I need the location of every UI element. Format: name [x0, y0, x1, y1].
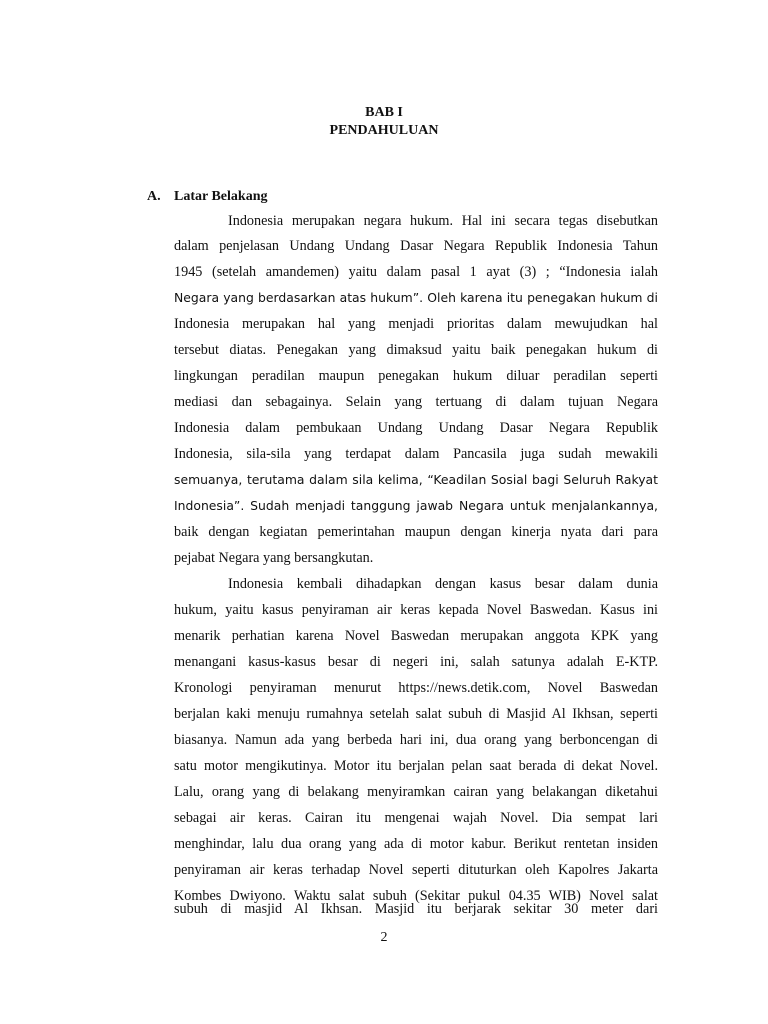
body-line: Indonesia, sila-sila yang terdapat dalam Pancasila juga sudah mewakili — [174, 446, 658, 462]
body-line: tersebut diatas. Penegakan yang dimaksud yaitu baik penegakan hukum di — [174, 342, 658, 358]
body-line: biasanya. Namun ada yang berbeda hari ini, dua orang yang berboncengan di — [174, 732, 658, 748]
body-line: subuh di masjid Al Ikhsan. Masjid itu berjarak sekitar 30 meter dari — [174, 901, 658, 917]
body-line: menarik perhatian karena Novel Baswedan merupakan anggota KPK yang — [174, 628, 658, 644]
body-line: pejabat Negara yang bersangkutan. — [174, 550, 374, 566]
body-line: mediasi dan sebagainya. Selain yang tertuang di dalam tujuan Negara — [174, 394, 658, 410]
body-line: Kronologi penyiraman menurut https://news.detik.com, Novel Baswedan — [174, 680, 658, 696]
body-line: Indonesia”. Sudah menjadi tanggung jawab Negara untuk menjalankannya, — [174, 498, 658, 513]
chapter-title: PENDAHULUAN — [329, 123, 439, 138]
body-line: Indonesia dalam pembukaan Undang Undang Dasar Negara Republik — [174, 420, 658, 436]
body-line: satu motor mengikutinya. Motor itu berjalan pelan saat berada di dekat Novel. — [174, 758, 658, 774]
body-line: Kombes Dwiyono. Waktu salat subuh (Sekitar pukul 04.35 WIB) Novel salat — [174, 888, 658, 904]
body-line: lingkungan peradilan maupun penegakan hukum diluar peradilan seperti — [174, 368, 658, 384]
body-line: menghindar, lalu dua orang yang ada di motor kabur. Berikut rentetan insiden — [174, 836, 658, 852]
chapter-heading: BAB I — [365, 105, 403, 120]
body-line: baik dengan kegiatan pemerintahan maupun dengan kinerja nyata dari para — [174, 524, 658, 540]
body-line: dalam penjelasan Undang Undang Dasar Negara Republik Indonesia Tahun — [174, 238, 658, 254]
section-heading — [147, 187, 267, 207]
body-line: hukum, yaitu kasus penyiraman air keras kepada Novel Baswedan. Kasus ini — [174, 602, 658, 618]
body-line: Indonesia merupakan negara hukum. Hal ini secara tegas disebutkan — [228, 213, 658, 229]
body-line: sebagai air keras. Cairan itu mengenai wajah Novel. Dia sempat lari — [174, 810, 658, 826]
body-line: berjalan kaki menuju rumahnya setelah salat subuh di Masjid Al Ikhsan, seperti — [174, 706, 658, 722]
body-line: Negara yang berdasarkan atas hukum”. Oleh karena itu penegakan hukum di — [174, 290, 658, 305]
section-letter: A. — [147, 189, 161, 204]
body-line: semuanya, terutama dalam sila kelima, “Keadilan Sosial bagi Seluruh Rakyat — [174, 472, 658, 487]
body-line: menangani kasus-kasus besar di negeri ini, salah satunya adalah E-KTP. — [174, 654, 658, 670]
body-line: penyiraman air keras terhadap Novel seperti dituturkan oleh Kapolres Jakarta — [174, 862, 658, 878]
body-line: Lalu, orang yang di belakang menyiramkan cairan yang belakangan diketahui — [174, 784, 658, 800]
page-number: 2 — [380, 930, 388, 945]
body-line: Indonesia merupakan hal yang menjadi prioritas dalam mewujudkan hal — [174, 316, 658, 332]
body-line: 1945 (setelah amandemen) yaitu dalam pasal 1 ayat (3) ; “Indonesia ialah — [174, 264, 658, 280]
body-line: Indonesia kembali dihadapkan dengan kasus besar dalam dunia — [228, 576, 658, 592]
section-title-text: Latar Belakang — [174, 189, 268, 204]
